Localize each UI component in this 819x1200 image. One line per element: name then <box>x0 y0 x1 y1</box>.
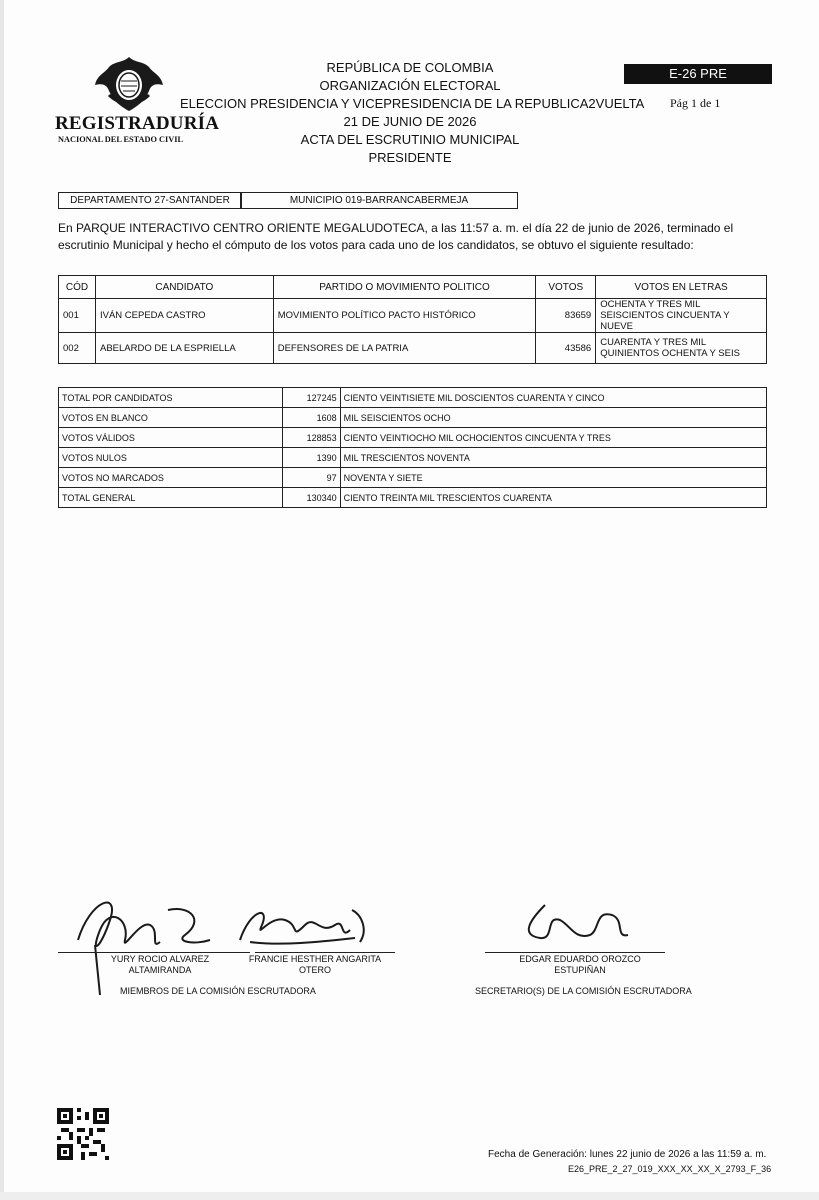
total-value: 130340 <box>282 488 340 508</box>
table-row <box>59 388 767 408</box>
secretary-caption: SECRETARIO(S) DE LA COMISIÓN ESCRUTADORA <box>475 986 692 996</box>
signature-3-icon <box>529 905 628 938</box>
header-office: PRESIDENTE <box>368 150 452 165</box>
table-row <box>59 468 767 488</box>
intro-paragraph: En PARQUE INTERACTIVO CENTRO ORIENTE MEGALUDOTECA, a las 11:57 a. m. el día 22 de junio de 2026, terminado el escrutinio Municipal y hecho el cómputo de los votos para cada uno de los candidatos, se obtuvo el siguiente resultado: <box>58 221 734 252</box>
cell-partido: DEFENSORES DE LA PATRIA <box>273 333 536 364</box>
col-header-partido: PARTIDO O MOVIMIENTO POLITICO <box>273 276 536 299</box>
total-letras: MIL TRESCIENTOS NOVENTA <box>340 448 766 468</box>
cell-votos: 83659 <box>536 299 596 333</box>
col-header-votos: VOTOS <box>536 276 596 299</box>
cell-letras: OCHENTA Y TRES MIL SEISCIENTOS CINCUENTA Y NUEVE <box>596 299 767 333</box>
table-row <box>59 408 767 428</box>
member-2-name-line2: OTERO <box>298 965 331 975</box>
member-1-name <box>90 954 230 976</box>
departamento-box: DEPARTAMENTO 27-SANTANDER <box>58 192 242 209</box>
total-label: VOTOS EN BLANCO <box>59 408 283 428</box>
page-number: Pág 1 de 1 <box>670 96 721 110</box>
signature-line-3 <box>485 952 665 953</box>
table-header-row <box>59 276 767 299</box>
table-row <box>59 333 767 364</box>
table-row <box>59 488 767 508</box>
total-value: 1390 <box>282 448 340 468</box>
header-organization: ORGANIZACIÓN ELECTORAL <box>319 78 501 93</box>
header-republic: REPÚBLICA DE COLOMBIA <box>326 60 494 75</box>
cell-cod: 001 <box>59 299 96 333</box>
totals-table <box>58 387 767 508</box>
total-label: VOTOS NULOS <box>59 448 283 468</box>
table-row <box>59 448 767 468</box>
table-row <box>59 428 767 448</box>
candidates-table <box>58 275 767 364</box>
total-value: 127245 <box>282 388 340 408</box>
logo-subtitle: NACIONAL DEL ESTADO CIVIL <box>58 135 184 144</box>
signature-2-icon <box>240 910 364 944</box>
cell-letras: CUARENTA Y TRES MIL QUINIENTOS OCHENTA Y SEIS <box>596 333 767 364</box>
col-header-candidato: CANDIDATO <box>95 276 273 299</box>
secretary-name-line2: ESTUPIÑAN <box>554 965 606 975</box>
total-label: TOTAL GENERAL <box>59 488 283 508</box>
total-value: 97 <box>282 468 340 488</box>
cell-candidato: ABELARDO DE LA ESPRIELLA <box>95 333 273 364</box>
secretary-name-line1: EDGAR EDUARDO OROZCO <box>519 954 641 964</box>
member-1-name-line2: ALTAMIRANDA <box>128 965 192 975</box>
total-letras: CIENTO VEINTISIETE MIL DOSCIENTOS CUARENTA Y CINCO <box>340 388 766 408</box>
scan-edge-left <box>0 0 4 1200</box>
col-header-cod: CÓD <box>59 276 96 299</box>
header-election: ELECCION PRESIDENCIA Y VICEPRESIDENCIA DE LA REPUBLICA2VUELTA <box>180 96 645 111</box>
member-2-name <box>235 954 395 976</box>
total-letras: MIL SEISCIENTOS OCHO <box>340 408 766 428</box>
col-header-letras: VOTOS EN LETRAS <box>596 276 767 299</box>
cell-cod: 002 <box>59 333 96 364</box>
document-code: E26_PRE_2_27_019_XXX_XX_XX_X_2793_F_36 <box>568 1164 772 1174</box>
logo-wordmark: REGISTRADURÍA <box>55 113 220 134</box>
header-acta-title: ACTA DEL ESCRUTINIO MUNICIPAL <box>300 132 520 147</box>
total-value: 128853 <box>282 428 340 448</box>
coat-of-arms-icon <box>93 55 165 113</box>
generation-date: Fecha de Generación: lunes 22 junio de 2026 a las 11:59 a. m. <box>488 1149 767 1160</box>
signature-1-icon <box>78 903 210 995</box>
table-row <box>59 299 767 333</box>
header-date: 21 DE JUNIO DE 2026 <box>343 114 477 129</box>
scan-edge-bottom <box>0 1192 819 1200</box>
form-code-badge: E-26 PRE <box>624 64 772 84</box>
cell-partido: MOVIMIENTO POLÍTICO PACTO HISTÓRICO <box>273 299 536 333</box>
cell-votos: 43586 <box>536 333 596 364</box>
cell-candidato: IVÁN CEPEDA CASTRO <box>95 299 273 333</box>
total-label: VOTOS VÁLIDOS <box>59 428 283 448</box>
total-label: TOTAL POR CANDIDATOS <box>59 388 283 408</box>
municipio-box: MUNICIPIO 019-BARRANCABERMEJA <box>240 192 518 209</box>
members-caption: MIEMBROS DE LA COMISIÓN ESCRUTADORA <box>120 986 316 996</box>
total-letras: CIENTO TREINTA MIL TRESCIENTOS CUARENTA <box>340 488 766 508</box>
total-value: 1608 <box>282 408 340 428</box>
total-label: VOTOS NO MARCADOS <box>59 468 283 488</box>
signature-line-1 <box>58 952 250 953</box>
total-letras: CIENTO VEINTIOCHO MIL OCHOCIENTOS CINCUENTA Y TRES <box>340 428 766 448</box>
member-2-name-line1: FRANCIE HESTHER ANGARITA <box>248 954 382 964</box>
qr-code-icon <box>57 1108 109 1160</box>
signature-line-2 <box>255 952 395 953</box>
total-letras: NOVENTA Y SIETE <box>340 468 766 488</box>
signatures-scribbles <box>0 880 819 1000</box>
secretary-name <box>500 954 660 976</box>
member-1-name-line1: YURY ROCIO ALVAREZ <box>110 954 210 964</box>
